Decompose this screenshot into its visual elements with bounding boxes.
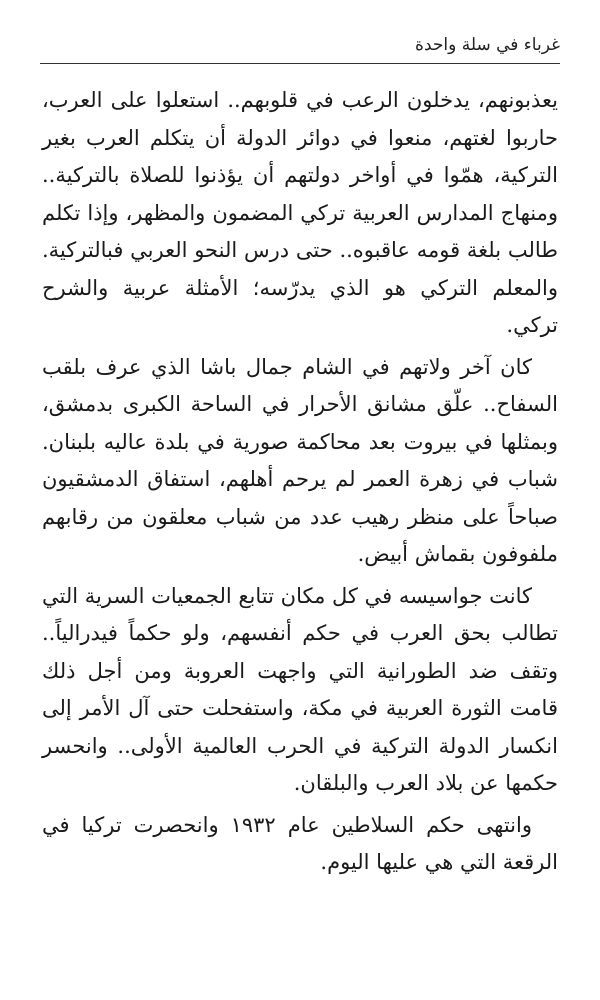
paragraph: كان آخر ولاتهم في الشام جمال باشا الذي عرف بلقب السفاح.. علّق مشانق الأحرار في الساحة الكبرى بدمشق، وبمثلها في بيروت بعد محاكمة صورية في بلدة عاليه بلبنان. شباب في زهرة العمر لم يرحم أهلهم، استفاق الدمشقيون صباحاً على منظر رهيب عدد من شباب معلقون من رقابهم ملفوفون بقماش أبيض. <box>42 354 558 566</box>
running-header: غرباء في سلة واحدة <box>415 35 560 55</box>
header-divider <box>40 63 560 64</box>
body-text <box>42 82 558 886</box>
paragraph: يعذبونهم، يدخلون الرعب في قلوبهم.. استعلوا على العرب، حاربوا لغتهم، منعوا في دوائر الدولة أن يتكلم العرب بغير التركية، همّوا في أواخر دولتهم أن يؤذنوا للصلاة بالتركية.. ومنهاج المدارس العربية تركي المضمون والمظهر، وإذا تكلم طالب بلغة قومه عاقبوه.. حتى درس النحو العربي فبالتركية. والمعلم التركي هو الذي يدرّسه؛ الأمثلة عربية والشرح تركي. <box>42 88 558 337</box>
paragraph: كانت جواسيسه في كل مكان تتابع الجمعيات السرية التي تطالب بحق العرب في حكم أنفسهم، ولو حكماً فيدرالياً.. وتقف ضد الطورانية التي واجهت العروبة ومن أجل ذلك قامت الثورة العربية في مكة، واستفحلت حتى آل الأمر إلى انكسار الدولة التركية في الحرب العالمية الأولى.. وانحسر حكمها عن بلاد العرب والبلقان. <box>42 583 558 795</box>
paragraph: وانتهى حكم السلاطين عام ١٩٣٢ وانحصرت تركيا في الرقعة التي هي عليها اليوم. <box>42 812 558 874</box>
